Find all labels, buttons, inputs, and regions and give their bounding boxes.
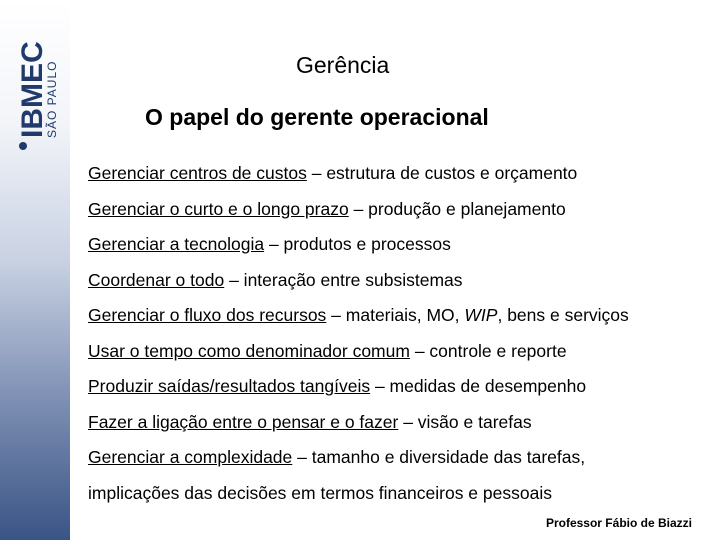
item-desc: – interação entre subsistemas: [224, 269, 463, 290]
page-title: Gerência: [296, 52, 390, 78]
item-term: Gerenciar centros de custos: [88, 163, 307, 183]
list-item: [88, 269, 718, 305]
ibmec-logo: [6, 20, 62, 160]
item-desc-before: – materiais, MO,: [326, 305, 465, 325]
item-term: Gerenciar a tecnologia: [88, 234, 265, 254]
page-subtitle: O papel do gerente operacional: [145, 104, 489, 130]
item-term: Coordenar o todo: [88, 269, 225, 290]
item-term: Gerenciar o curto e o longo prazo: [88, 198, 349, 219]
item-term: Fazer a ligação entre o pensar e o fazer: [88, 411, 399, 432]
list-item: [88, 375, 718, 411]
bullet-list: [88, 162, 718, 504]
item-desc: – tamanho e diversidade das tarefas,: [292, 447, 586, 467]
list-item: [88, 446, 718, 482]
sidebar-band: [0, 0, 70, 540]
logo-dot: [19, 142, 27, 150]
item-term: Usar o tempo como denominador comum: [88, 340, 410, 361]
item-desc: – controle e reporte: [409, 340, 567, 361]
list-item-continuation: implicações das decisões em termos financeiros e pessoais: [88, 482, 552, 503]
item-desc: – medidas de desempenho: [370, 376, 587, 396]
item-term: Produzir saídas/resultados tangíveis: [88, 376, 371, 396]
item-desc: – produção e planejamento: [348, 198, 566, 219]
item-term: Gerenciar o fluxo dos recursos: [88, 305, 327, 325]
item-desc-em: WIP: [464, 305, 498, 325]
logo-brand: IBMEC: [16, 41, 49, 138]
item-desc: – visão e tarefas: [398, 411, 532, 432]
item-term: Gerenciar a complexidade: [88, 447, 293, 467]
list-item: [88, 304, 718, 340]
list-item: [88, 411, 718, 447]
list-item: [88, 198, 718, 234]
footer-author: Professor Fábio de Biazzi: [545, 516, 692, 530]
item-desc: – estrutura de custos e orçamento: [306, 163, 578, 183]
item-desc-after: , bens e serviços: [497, 305, 629, 325]
list-item: [88, 162, 718, 198]
logo-location: SÃO PAULO: [45, 60, 59, 138]
list-item: [88, 233, 718, 269]
item-desc: – produtos e processos: [264, 234, 451, 254]
list-item: [88, 340, 718, 376]
